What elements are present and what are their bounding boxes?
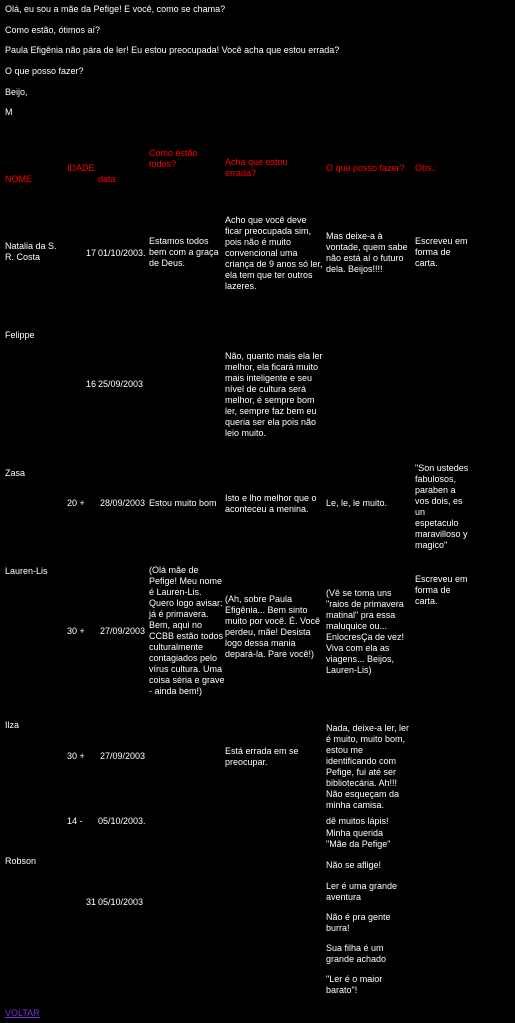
header-como: Como estão todos? bbox=[149, 148, 198, 169]
row-idade: 14 - bbox=[67, 816, 83, 826]
header-acha: Acha que estou errada? bbox=[225, 157, 288, 178]
intro-line: Paula Efigênia não pára de ler! Eu estou preocupada! Você acha que estou errada? bbox=[5, 45, 340, 55]
row-fazer: Minha querida "Mãe da Pefige" bbox=[326, 828, 391, 849]
row-como: Estamos todos bem com a graça de Deus. bbox=[149, 236, 219, 268]
intro-line: M bbox=[5, 107, 13, 117]
voltar-link[interactable]: VOLTAR bbox=[5, 1008, 40, 1018]
row-nome: Zasa bbox=[5, 468, 26, 478]
row-como: Estou muito bom bbox=[149, 498, 217, 508]
header-nome: NOME bbox=[5, 174, 32, 184]
intro-line: Olá, eu sou a mãe da Pefige! E você, como se chama? bbox=[5, 4, 226, 14]
row-idade: 16 bbox=[85, 379, 96, 389]
row-fazer: Mas deixe-a à vontade, quem sabe não está aí o futuro dela. Beijos!!!! bbox=[326, 231, 408, 274]
row-data: 27/09/2003 bbox=[100, 751, 146, 761]
row-idade: 20 + bbox=[67, 498, 85, 508]
row-fazer: dê muitos lápis! bbox=[326, 816, 389, 826]
row-data: 25/09/2003 bbox=[98, 379, 144, 389]
header-data: data bbox=[98, 174, 116, 184]
row-idade: 30 + bbox=[67, 626, 85, 636]
row-fazer: Sua filha é um grande achado bbox=[326, 943, 387, 964]
row-idade: 17 bbox=[85, 248, 96, 258]
row-nome: Felippe bbox=[5, 330, 35, 340]
intro-line: Beijo, bbox=[5, 87, 28, 97]
row-como: (Olá mãe de Pefige! Meu nome é Lauren-Lis. Quero logo avisar: já é primavera. Bem, aqui no CCBB estão todos culturalmente contagiados pelo vírus cultura. Uma coisa séria e grave - ainda bem!) bbox=[149, 565, 225, 696]
row-idade: 31 bbox=[85, 897, 96, 907]
row-fazer: Não se aflige! bbox=[326, 860, 382, 870]
row-data: 27/09/2003 bbox=[100, 626, 146, 636]
row-obs: Escreveu em forma de carta. bbox=[415, 574, 468, 606]
row-fazer: (Vê se toma uns "raios de primavera matinal" pra essa maluquice ou... EnlocresÇa de vez! Viva com ela as viagens... Beijos, Lauren-Lis) bbox=[326, 588, 405, 675]
row-acha: Não, quanto mais ela ler melhor, ela ficará muito mais inteligente e seu nível de cultura será melhor, é sempre bom ler, sempre faz bem eu queria ser ela pois não leio muito. bbox=[225, 351, 323, 438]
row-fazer: "Ler é o maior barato"! bbox=[326, 974, 383, 995]
row-nome: Lauren-Lis bbox=[5, 566, 48, 576]
row-acha: Acho que você deve ficar preocupada sim, pois não é muito convencional uma criança de 9 anos só ler, ela tem que ter outros lazeres. bbox=[225, 215, 323, 291]
intro-line: O que posso fazer? bbox=[5, 66, 84, 76]
header-fazer: O que posso fazer? bbox=[326, 163, 405, 173]
row-nome: Natalia da S. R. Costa bbox=[5, 241, 57, 262]
row-nome: Ilza bbox=[5, 720, 20, 730]
header-obs: Obs.: bbox=[415, 163, 437, 173]
row-obs: Escreveu em forma de carta. bbox=[415, 236, 468, 268]
row-fazer: Le, le, le muito. bbox=[326, 498, 388, 508]
intro-line: Como estão, ótimos aí? bbox=[5, 25, 101, 35]
row-fazer: Nada, deixe-a ler, ler é muito, muito bom, estou me identificando com Pefige, fui até ser bibliotecária. Ah!!! Não esqueçam da minha camisa. bbox=[326, 723, 410, 810]
row-data: 05/10/2003. bbox=[98, 816, 146, 826]
row-fazer: Ler é uma grande aventura bbox=[326, 881, 398, 902]
row-obs: "Son ustedes fabulosos, paraben a vos dois, es un espetaculo maravilloso y magico" bbox=[415, 463, 469, 550]
row-data: 28/09/2003 bbox=[100, 498, 146, 508]
row-data: 01/10/2003. bbox=[98, 248, 146, 258]
row-acha: (Ah, sobre Paula Efigênia... Bem sinto muito por você. É. Você perdeu, mãe! Desista logo dessa mania depará-la. Pare você!) bbox=[225, 594, 321, 659]
row-fazer: Não é pra gente burra! bbox=[326, 912, 391, 933]
header-idade: IDADE bbox=[67, 163, 95, 173]
row-data: 05/10/2003 bbox=[98, 897, 144, 907]
row-acha: Isto e lho melhor que o aconteceu a menina. bbox=[225, 493, 317, 514]
row-nome: Robson bbox=[5, 856, 37, 866]
row-acha: Está errada em se preocupar. bbox=[225, 746, 299, 767]
row-idade: 30 + bbox=[67, 751, 85, 761]
